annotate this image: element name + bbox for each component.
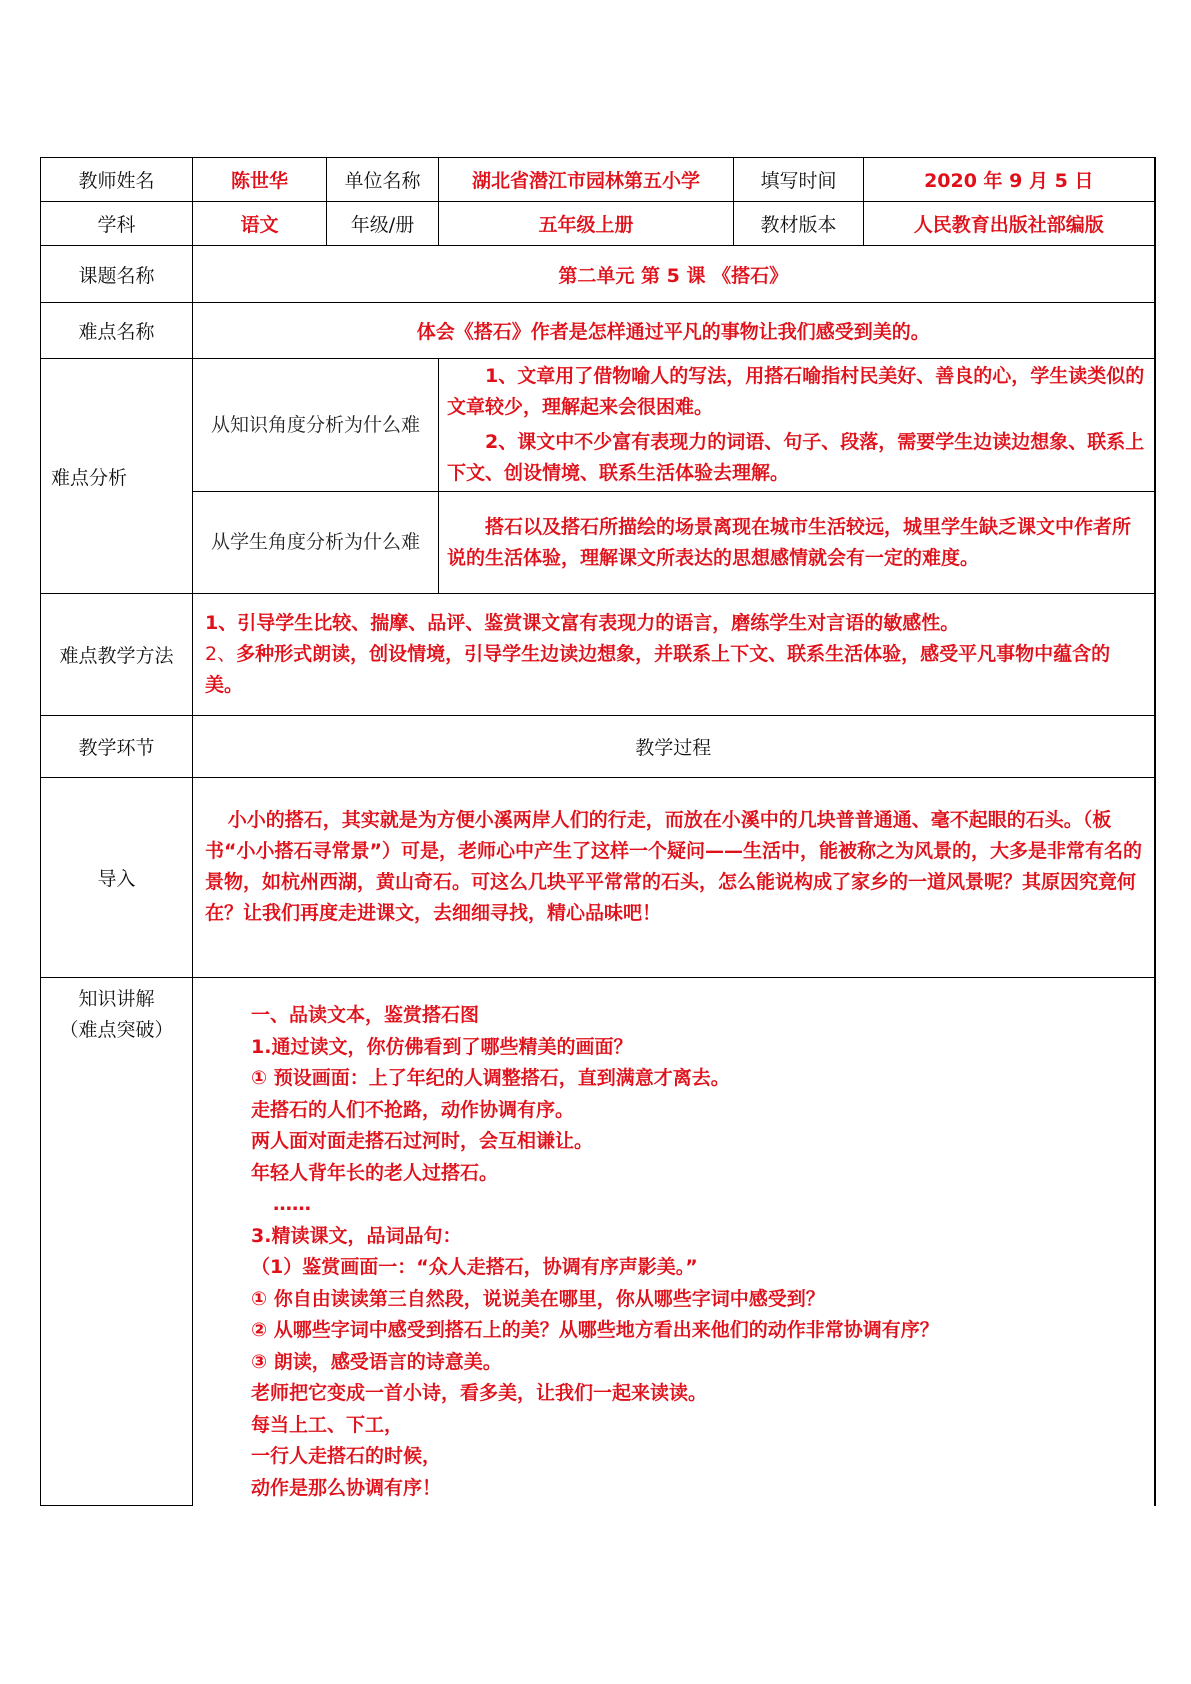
knowledge-reason-2: 2、课文中不少富有表现力的词语、句子、段落，需要学生边读边想象、联系上下文、创设情境、联系生活体验去理解。 [447, 431, 1145, 484]
knowledge-angle-content [439, 359, 1155, 492]
student-angle-label: 从学生角度分析为什么难 [211, 531, 421, 553]
knowledge-line-9: （1）鉴赏画面一：“众人走搭石，协调有序声影美。” [251, 1256, 698, 1278]
knowledge-lines [193, 978, 1154, 1504]
method-item-2-text: 多种形式朗读，创设情境，引导学生边读边想象，并联系上下文、联系生活体验，感受平凡事物中蕴含的美。 [205, 643, 1111, 696]
knowledge-line-3: ① 预设画面：上了年纪的人调整搭石，直到满意才离去。 [251, 1067, 730, 1089]
lesson-plan-sheet [40, 157, 1154, 1506]
row-knowledge [41, 978, 1155, 1506]
difficulty-value: 体会《搭石》作者是怎样通过平凡的事物让我们感受到美的。 [193, 303, 1155, 359]
methods-label: 难点教学方法 [41, 594, 193, 716]
teacher-name: 陈世华 [193, 158, 327, 202]
difficulty-label: 难点名称 [41, 303, 193, 359]
intro-text: 小小的搭石，其实就是为方便小溪两岸人们的行走，而放在小溪中的几块普普通通、毫不起眼的石头。（板书“小小搭石寻常景”）可是，老师心中产生了这样一个疑问——生活中，能被称之为风景的，大多是非常有名的景物，如杭州西湖，黄山奇石。可这么几块平平常常的石头，怎么能说构成了家乡的一道风景呢？其原因究竟何在？让我们再度走进课文，去细细寻找，精心品味吧！ [205, 808, 1142, 924]
row-teacher [41, 158, 1155, 202]
row-intro [41, 778, 1155, 978]
stage-header-label: 教学环节 [41, 716, 193, 778]
row-methods [41, 594, 1155, 716]
student-angle-content [439, 492, 1155, 594]
unit-label: 单位名称 [327, 158, 439, 202]
knowledge-line-12: ③ 朗读，感受语言的诗意美。 [251, 1350, 502, 1373]
knowledge-label: 知识讲解 [78, 988, 155, 1010]
row-process-header [41, 716, 1155, 778]
knowledge-label-cell [41, 978, 193, 1506]
knowledge-line-13: 老师把它变成一首小诗，看多美，让我们一起来读读。 [251, 1382, 708, 1404]
knowledge-reason-1: 1、文章用了借物喻人的写法，用搭石喻指村民美好、善良的心，学生读类似的文章较少，理解起来会很困难。 [447, 365, 1145, 418]
knowledge-line-7: …… [273, 1193, 311, 1215]
knowledge-line-15: 一行人走搭石的时候， [251, 1445, 442, 1467]
row-topic [41, 246, 1155, 303]
knowledge-line-14: 每当上工、下工， [251, 1413, 404, 1436]
intro-label: 导入 [41, 778, 193, 978]
analysis-label [41, 359, 193, 594]
row-analysis-student [41, 492, 1155, 594]
fill-date: 2020 年 9 月 5 日 [864, 158, 1155, 202]
student-reason: 搭石以及搭石所描绘的场景离现在城市生活较远，城里学生缺乏课文中作者所说的生活体验，理解课文所表达的思想感情就会有一定的难度。 [447, 515, 1132, 569]
knowledge-line-10: ① 你自由读读第三自然段，说说美在哪里，你从哪些字词中感受到？ [251, 1287, 825, 1310]
intro-content [193, 778, 1155, 978]
date-label: 填写时间 [734, 158, 864, 202]
knowledge-line-1: 一、品读文本，鉴赏搭石图 [251, 1004, 480, 1026]
knowledge-line-16: 动作是那么协调有序！ [251, 1476, 442, 1499]
edition-label: 教材版本 [734, 202, 864, 246]
lesson-plan-table [40, 157, 1156, 1506]
analysis-label-text: 难点分析 [51, 466, 128, 489]
knowledge-line-2: 1.通过读文，你仿佛看到了哪些精美的画面？ [251, 1035, 633, 1058]
student-angle-cell [193, 492, 439, 594]
knowledge-angle-cell [193, 359, 439, 492]
topic-label: 课题名称 [41, 246, 193, 303]
teacher-label: 教师姓名 [41, 158, 193, 202]
knowledge-line-5: 两人面对面走搭石过河时，会互相谦让。 [251, 1130, 594, 1152]
subject-value: 语文 [193, 202, 327, 246]
row-difficulty [41, 303, 1155, 359]
knowledge-content [193, 978, 1155, 1506]
knowledge-line-6: 年轻人背年长的老人过搭石。 [251, 1161, 499, 1184]
methods-content [193, 594, 1155, 716]
knowledge-line-4: 走搭石的人们不抢路，动作协调有序。 [251, 1098, 575, 1121]
grade-label: 年级/册 [327, 202, 439, 246]
method-item-2-number: 2、 [205, 643, 237, 665]
unit-name: 湖北省潜江市园林第五小学 [439, 158, 734, 202]
topic-value: 第二单元 第 5 课 《搭石》 [193, 246, 1155, 303]
row-analysis-knowledge [41, 359, 1155, 492]
row-subject [41, 202, 1155, 246]
knowledge-line-8: 3.精读课文，品词品句： [251, 1224, 462, 1247]
process-header-label: 教学过程 [193, 716, 1155, 778]
grade-value: 五年级上册 [439, 202, 734, 246]
method-item-1: 1、引导学生比较、揣摩、品评、鉴赏课文富有表现力的语言，磨练学生对言语的敏感性。 [205, 612, 960, 634]
subject-label: 学科 [41, 202, 193, 246]
knowledge-angle-label: 从知识角度分析为什么难 [211, 413, 421, 436]
knowledge-line-11: ② 从哪些字词中感受到搭石上的美？从哪些地方看出来他们的动作非常协调有序？ [251, 1319, 939, 1341]
method-item-2 [193, 639, 1154, 703]
knowledge-sublabel: （难点突破） [59, 1019, 174, 1041]
edition-value: 人民教育出版社部编版 [864, 202, 1155, 246]
